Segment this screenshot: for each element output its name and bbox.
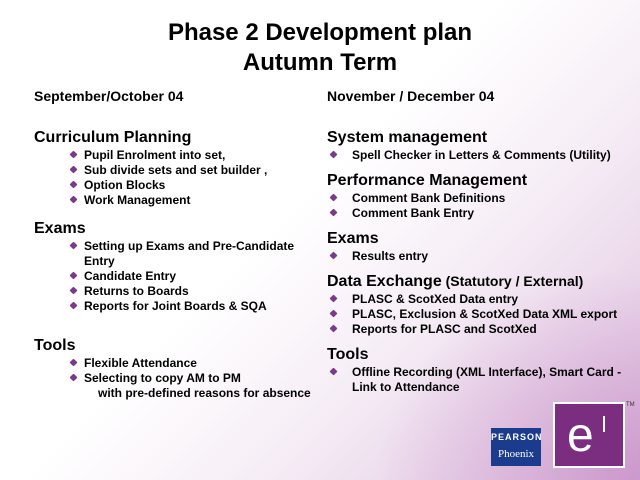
diamond-bullet-icon [70, 287, 78, 295]
diamond-bullet-icon [70, 166, 78, 174]
list-item: Setting up Exams and Pre-Candidate Entry [34, 239, 324, 269]
section-heading: Exams [327, 230, 379, 247]
right-period: November / December 04 [327, 88, 495, 104]
item-list [34, 239, 324, 314]
list-item: PLASC, Exclusion & ScotXed Data XML export [327, 307, 632, 322]
diamond-bullet-icon [70, 302, 78, 310]
section-heading: Curriculum Planning [34, 129, 192, 146]
diamond-bullet-icon [330, 310, 338, 318]
list-item: Option Blocks [34, 178, 324, 193]
diamond-bullet-icon [70, 359, 78, 367]
section-performance-management [327, 171, 632, 221]
section-heading: Performance Management [327, 172, 528, 189]
diamond-bullet-icon [330, 252, 338, 260]
section-exams-right [327, 229, 632, 264]
item-list [327, 148, 632, 163]
title-line-1: Phase 2 Development plan [167, 19, 473, 46]
diamond-bullet-icon [70, 196, 78, 204]
left-period: September/October 04 [34, 88, 184, 104]
list-item: Comment Bank Definitions [327, 191, 632, 206]
section-data-exchange [327, 271, 632, 337]
diamond-bullet-icon [330, 151, 338, 159]
diamond-bullet-icon [330, 194, 338, 202]
section-heading: Data Exchange (Statutory / External) [327, 273, 584, 290]
e1-logo: e [553, 402, 625, 468]
list-item: Work Management [34, 193, 324, 208]
item-list [327, 365, 632, 395]
item-list [327, 191, 632, 221]
diamond-bullet-icon [330, 209, 338, 217]
item-list [34, 148, 324, 208]
list-item: Reports for Joint Boards & SQA [34, 299, 324, 314]
list-item: Selecting to copy AM to PM with pre-defined reasons for absence [34, 371, 324, 401]
item-list [327, 292, 632, 337]
section-heading: Tools [34, 337, 76, 354]
e1-superscript-one [603, 416, 605, 432]
right-column [327, 88, 632, 395]
list-item: Spell Checker in Letters & Comments (Utility) [327, 148, 632, 163]
list-item: Sub divide sets and set builder , [34, 163, 324, 178]
section-heading: Exams [34, 220, 86, 237]
title-line-2: Autumn Term [242, 49, 398, 76]
item-list [34, 356, 324, 401]
list-item: Pupil Enrolment into set, [34, 148, 324, 163]
diamond-bullet-icon [70, 272, 78, 280]
diamond-bullet-icon [70, 151, 78, 159]
section-curriculum-planning [34, 128, 324, 208]
section-heading: Tools [327, 346, 369, 363]
trademark-mark: TM [626, 402, 635, 408]
list-item: Reports for PLASC and ScotXed [327, 322, 632, 337]
list-item: Results entry [327, 249, 632, 264]
pearson-phoenix-logo: PEARSON Phoenix [491, 428, 541, 466]
diamond-bullet-icon [70, 242, 78, 250]
section-tools-right [327, 345, 632, 395]
diamond-bullet-icon [70, 181, 78, 189]
diamond-bullet-icon [330, 325, 338, 333]
diamond-bullet-icon [70, 374, 78, 382]
list-item: Offline Recording (XML Interface), Smart Card - Link to Attendance [327, 365, 632, 395]
section-heading: System management [327, 129, 488, 146]
section-system-management [327, 128, 632, 163]
left-column [34, 88, 324, 401]
diamond-bullet-icon [330, 368, 338, 376]
list-item: Flexible Attendance [34, 356, 324, 371]
item-list [327, 249, 632, 264]
list-item: Comment Bank Entry [327, 206, 632, 221]
section-exams [34, 219, 324, 314]
list-item: Candidate Entry [34, 269, 324, 284]
diamond-bullet-icon [330, 295, 338, 303]
slide-title [0, 18, 640, 78]
list-item: Returns to Boards [34, 284, 324, 299]
section-tools [34, 336, 324, 401]
list-item: PLASC & ScotXed Data entry [327, 292, 632, 307]
